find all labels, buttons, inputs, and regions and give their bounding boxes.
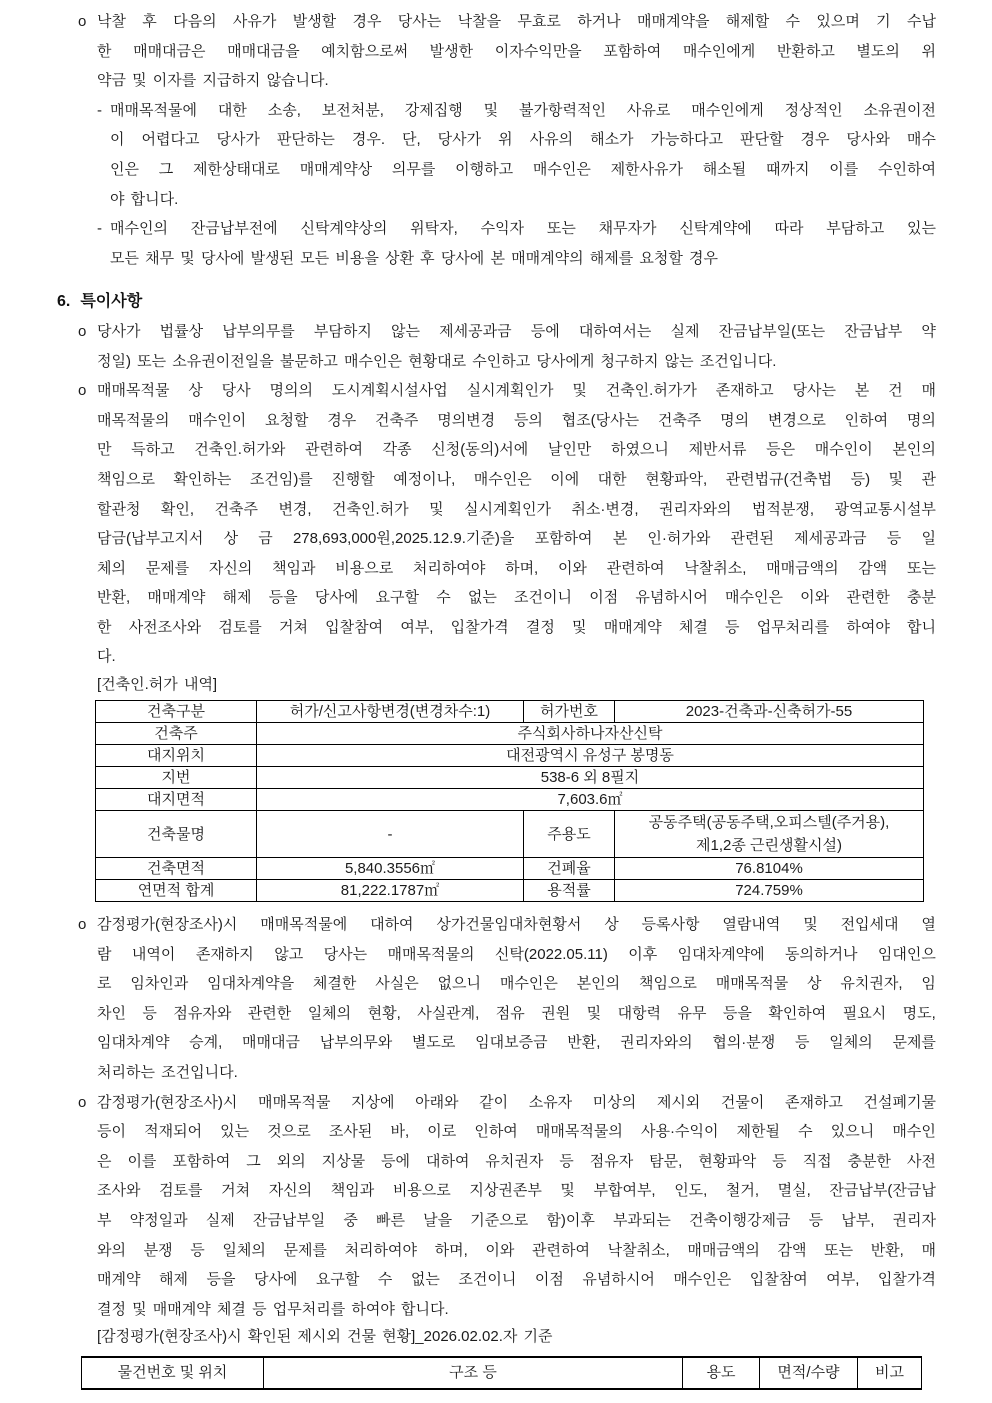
text-line: 감정평가(현장조사)시 매매목적물에 대하여 상가건물임대차현황서 상 등록사항 열람내역 및 전입세대 열 (97, 916, 936, 934)
text-line: 만 득하고 건축인.허가와 관련하여 각종 신청(동의)서에 날인만 하였으니 제반서류 등은 매수인이 본인의 (97, 441, 936, 459)
table-row (96, 767, 924, 789)
bullet-paragraph (78, 1088, 936, 1325)
section-title: 특이사항 (80, 293, 143, 311)
table-value-cell: - (257, 811, 524, 858)
bullet-paragraph (78, 376, 936, 672)
table-value-cell: 81,222.1787㎡ (257, 880, 524, 902)
table-label-cell: 건폐율 (524, 858, 615, 880)
column-header: 면적/수량 (760, 1357, 858, 1389)
text-line: 로 임차인과 임대차계약을 체결한 사실은 없으니 매수인은 본인의 책임으로 매매목적물 상 유치권자, 임 (97, 975, 936, 993)
table-row (96, 789, 924, 811)
circle-bullet: o (78, 916, 87, 934)
bullet-paragraph (78, 317, 936, 376)
exterior-table-label: [감정평가(현장조사)시 확인된 제시외 건물 현황]_2026.02.02.자 기준 (97, 1328, 553, 1346)
text-line: 매계약 해제 등을 당사에 요구할 수 없는 조건이니 이점 유념하시어 매수인은 입찰참여 여부, 입찰가격 (97, 1271, 936, 1289)
circle-bullet: o (78, 382, 87, 400)
text-line: 책임으로 확인하는 조건임)를 진행할 예정이나, 매수인은 이에 대한 현황파악, 관련법규(건축법 등) 및 관 (97, 470, 936, 488)
bullet-paragraph (78, 910, 936, 1088)
text-line: 모든 채무 및 당사에 발생된 모든 비용을 상환 후 당사에 본 매매계약의 해제를 요청할 경우 (110, 249, 718, 267)
table-label-cell: 대지위치 (96, 745, 257, 767)
table-value-cell: 허가/신고사항변경(변경차수:1) (257, 701, 524, 723)
table-value-cell (615, 811, 924, 858)
section-heading (57, 287, 936, 317)
circle-bullet: o (78, 1093, 87, 1111)
text-line: 할관청 확인, 건축주 변경, 건축인.허가 및 실시계획인가 취소·변경, 권리자와의 법적분쟁, 광역교통시설부 (97, 500, 936, 518)
exterior-building-table (81, 1356, 922, 1390)
permit-table (95, 700, 924, 902)
section-number: 6. (57, 293, 71, 311)
table-row (96, 745, 924, 767)
table-label-cell: 대지면적 (96, 789, 257, 811)
text-line: 인은 그 제한상태대로 매매계약상 의무를 이행하고 매수인은 제한사유가 해소될 때까지 이를 수인하여 (110, 160, 936, 178)
document-content (57, 7, 936, 1390)
text-line: 결정 및 매매계약 체결 등 업무처리를 하여야 합니다. (97, 1300, 449, 1318)
usage-line-2: 제1,2종 근린생활시설) (696, 837, 842, 855)
text-line: 차인 등 점유자와 관련한 일체의 현황, 사실관계, 점유 권원 및 대항력 유무 등을 확인하여 필요시 명도, (97, 1004, 936, 1022)
table-row (96, 880, 924, 902)
text-line: 체의 문제를 자신의 책임과 비용으로 처리하여야 하며, 이와 관련하여 낙찰취소, 매매금액의 감액 또는 (97, 559, 936, 577)
text-line: 와의 분쟁 등 일체의 문제를 처리하여야 하며, 이와 관련하여 낙찰취소, 매매금액의 감액 또는 반환, 매 (97, 1241, 936, 1259)
text-line: 임대차계약 승계, 매매대금 납부의무와 별도로 임대보증금 반환, 권리자와의 협의·분쟁 등 일체의 문제를 (97, 1034, 936, 1052)
column-header: 구조 등 (264, 1357, 683, 1389)
dash-bullet: - (97, 220, 102, 238)
table-row (96, 701, 924, 723)
table-label-cell: 지번 (96, 767, 257, 789)
text-line: 야 합니다. (110, 190, 179, 208)
text-line: 등이 적재되어 있는 것으로 조사된 바, 이로 인하여 매매목적물의 사용·수익이 제한될 수 있으니 매수인 (97, 1123, 936, 1141)
table-label-cell: 허가번호 (524, 701, 615, 723)
text-line: 매수인의 잔금납부전에 신탁계약상의 위탁자, 수익자 또는 채무자가 신탁계약에 따라 부담하고 있는 (110, 220, 936, 238)
sub-bullet-paragraph (97, 214, 936, 273)
text-line: 매목적물의 매수인이 요청할 경우 건축주 명의변경 등의 협조(당사는 건축주 명의 변경으로 인하여 명의 (97, 411, 936, 429)
table-value-cell: 대전광역시 유성구 봉명동 (257, 745, 924, 767)
column-header: 물건번호 및 위치 (82, 1357, 264, 1389)
usage-line-1: 공동주택(공동주택,오피스텔(주거용), (648, 814, 890, 832)
circle-bullet: o (78, 13, 87, 30)
table-label-cell: 건축물명 (96, 811, 257, 858)
table-value-cell: 724.759% (615, 880, 924, 902)
text-line: 한 사전조사와 검토를 거쳐 입찰참여 여부, 입찰가격 결정 및 매매계약 체결 등 업무처리를 하여야 합니 (97, 618, 936, 636)
table-value-cell: 2023-건축과-신축허가-55 (615, 701, 924, 723)
text-line: 반환, 매매계약 해제 등을 당사에 요구할 수 없는 조건이니 이점 유념하시어 매수인은 이와 관련한 충분 (97, 589, 936, 607)
text-line: 다. (97, 648, 116, 666)
text-line: 정일) 또는 소유권이전일을 불문하고 매수인은 현황대로 수인하고 당사에게 청구하지 않는 조건입니다. (97, 352, 777, 370)
text-line: 낙찰 후 다음의 사유가 발생할 경우 당사는 낙찰을 무효로 하거나 매매계약을 해제할 수 있으며 기 수납 (97, 13, 936, 30)
table-label-cell: 건축주 (96, 723, 257, 745)
table-value-cell: 538-6 외 8필지 (257, 767, 924, 789)
table-label-cell: 건축구분 (96, 701, 257, 723)
table-value-cell: 5,840.3556㎡ (257, 858, 524, 880)
table-row (96, 858, 924, 880)
table-label-cell: 용적률 (524, 880, 615, 902)
table-header-row (82, 1357, 922, 1389)
table-row (96, 723, 924, 745)
table-value-cell: 7,603.6㎡ (257, 789, 924, 811)
text-line: 이 어렵다고 당사가 판단하는 경우. 단, 당사가 위 사유의 해소가 가능하다고 판단할 경우 당사와 매수 (110, 131, 936, 149)
text-line: 담금(납부고지서 상 금 278,693,000원,2025.12.9.기준)을 포함하여 본 인·허가와 관련된 제세공과금 등 일 (97, 530, 936, 548)
text-line: 조사와 검토를 거쳐 자신의 책임과 비용으로 지상권존부 및 부합여부, 인도, 철거, 멸실, 잔금납부(잔금납 (97, 1182, 936, 1200)
circle-bullet: o (78, 322, 87, 340)
text-line: 부 약정일과 실제 잔금납부일 중 빠른 날을 기준으로 함)이후 부과되는 건축이행강제금 등 납부, 권리자 (97, 1212, 936, 1229)
table-label-cell: 주용도 (524, 811, 615, 858)
text-line: 약금 및 이자를 지급하지 않습니다. (97, 72, 329, 90)
permit-table-label: [건축인.허가 내역] (97, 676, 218, 694)
bullet-paragraph (78, 7, 936, 96)
column-header: 용도 (683, 1357, 760, 1389)
text-line: 당사가 법률상 납부의무를 부담하지 않는 제세공과금 등에 대하여서는 실제 잔금납부일(또는 잔금납부 약 (97, 322, 936, 340)
dash-bullet: - (97, 101, 102, 119)
table-value-cell: 주식회사하나자산신탁 (257, 723, 924, 745)
table-value-cell: 76.8104% (615, 858, 924, 880)
text-line: 처리하는 조건입니다. (97, 1064, 238, 1082)
text-line: 람 내역이 존재하지 않고 당사는 매매목적물의 신탁(2022.05.11) 이후 임대차계약에 동의하거나 임대인으 (97, 945, 936, 963)
text-line: 감정평가(현장조사)시 매매목적물 지상에 아래와 같이 소유자 미상의 제시외 건물이 존재하고 건설폐기물 (97, 1093, 936, 1111)
table-label-cell: 건축면적 (96, 858, 257, 880)
column-header: 비고 (858, 1357, 922, 1389)
text-line: 매매목적물 상 당사 명의의 도시계획시설사업 실시계획인가 및 건축인.허가가 존재하고 당사는 본 건 매 (97, 382, 936, 400)
sub-bullet-paragraph (97, 96, 936, 214)
table-row (96, 811, 924, 858)
text-line: 은 이를 포함하여 그 외의 지상물 등에 대하여 유치권자 등 점유자 탐문, 현황파악 등 직접 충분한 사전 (97, 1152, 936, 1170)
text-line: 한 매매대금은 매매대금을 예치함으로써 발생한 이자수익만을 포함하여 매수인에게 반환하고 별도의 위 (97, 42, 936, 60)
text-line: 매매목적물에 대한 소송, 보전처분, 강제집행 및 불가항력적인 사유로 매수인에게 정상적인 소유권이전 (110, 101, 936, 119)
table-label-cell: 연면적 합계 (96, 880, 257, 902)
